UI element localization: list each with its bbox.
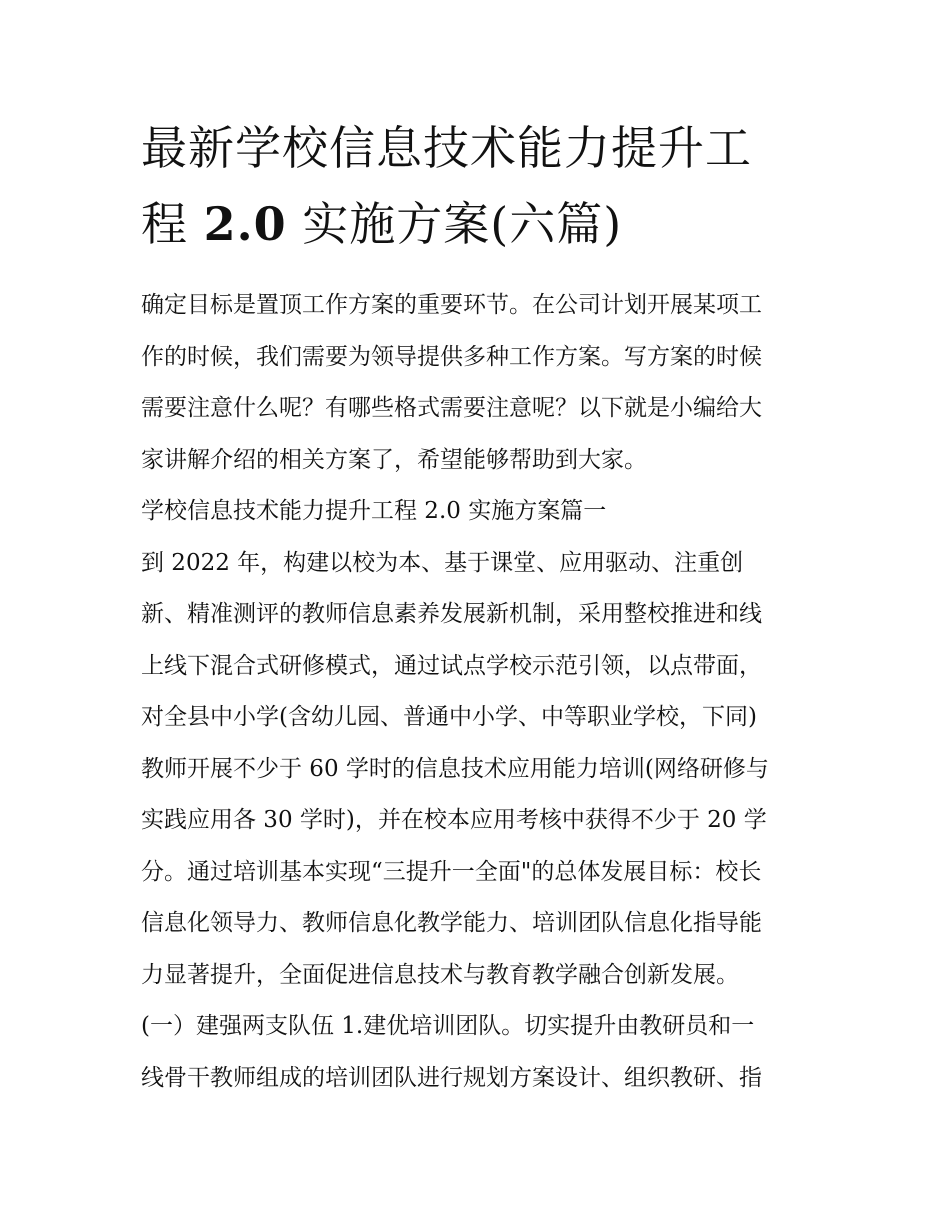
body-line: 需要注意什么呢？有哪些格式需要注意呢？以下就是小编给大 [141,395,762,421]
body-line: 家讲解介绍的相关方案了，希望能够帮助到大家。 [141,446,647,473]
title-prefix: 程 [141,197,204,251]
body-line: 实践应用各 30 学时)，并在校本应用考核中获得不少于 20 学 [141,807,767,833]
title-version-number: 2.0 [203,197,287,251]
title-line-1: 最新学校信息技术能力提升工 [141,121,752,175]
body-line: 线骨干教师组成的培训团队进行规划方案设计、组织教研、指 [141,1064,762,1091]
title-suffix: 实施方案(六篇) [286,197,623,251]
body-line: 确定目标是置顶工作方案的重要环节。在公司计划开展某项工 [141,292,762,318]
title-line-2 [141,186,813,262]
body-line: 到 2022 年，构建以校为本、基于课堂、应用驱动、注重创 [141,549,744,576]
body-line: 分。通过培训基本实现“三提升一全面"的总体发展目标：校长 [141,858,762,885]
body-line: 新、精准测评的教师信息素养发展新机制，采用整校推进和线 [141,601,762,627]
body-line: 对全县中小学(含幼儿园、普通中小学、中等职业学校，下同) [141,704,757,730]
body-line: (一）建强两支队伍 1.建优培训团队。切实提升由教研员和一 [141,1013,755,1039]
document-page [141,110,813,1104]
body-line: 力显著提升，全面促进信息技术与教育教学融合创新发展。 [141,961,739,988]
document-title [141,110,813,262]
body-line: 上线下混合式研修模式，通过试点学校示范引领，以点带面， [141,652,762,679]
body-line: 教师开展不少于 60 学时的信息技术应用能力培训(网络研修与 [141,755,769,782]
body-line: 信息化领导力、教师信息化教学能力、培训团队信息化指导能 [141,910,762,936]
document-body [141,280,813,1104]
body-line: 作的时候，我们需要为领导提供多种工作方案。写方案的时候 [141,343,762,370]
section-heading: 学校信息技术能力提升工程 2.0 实施方案篇一 [141,498,607,524]
